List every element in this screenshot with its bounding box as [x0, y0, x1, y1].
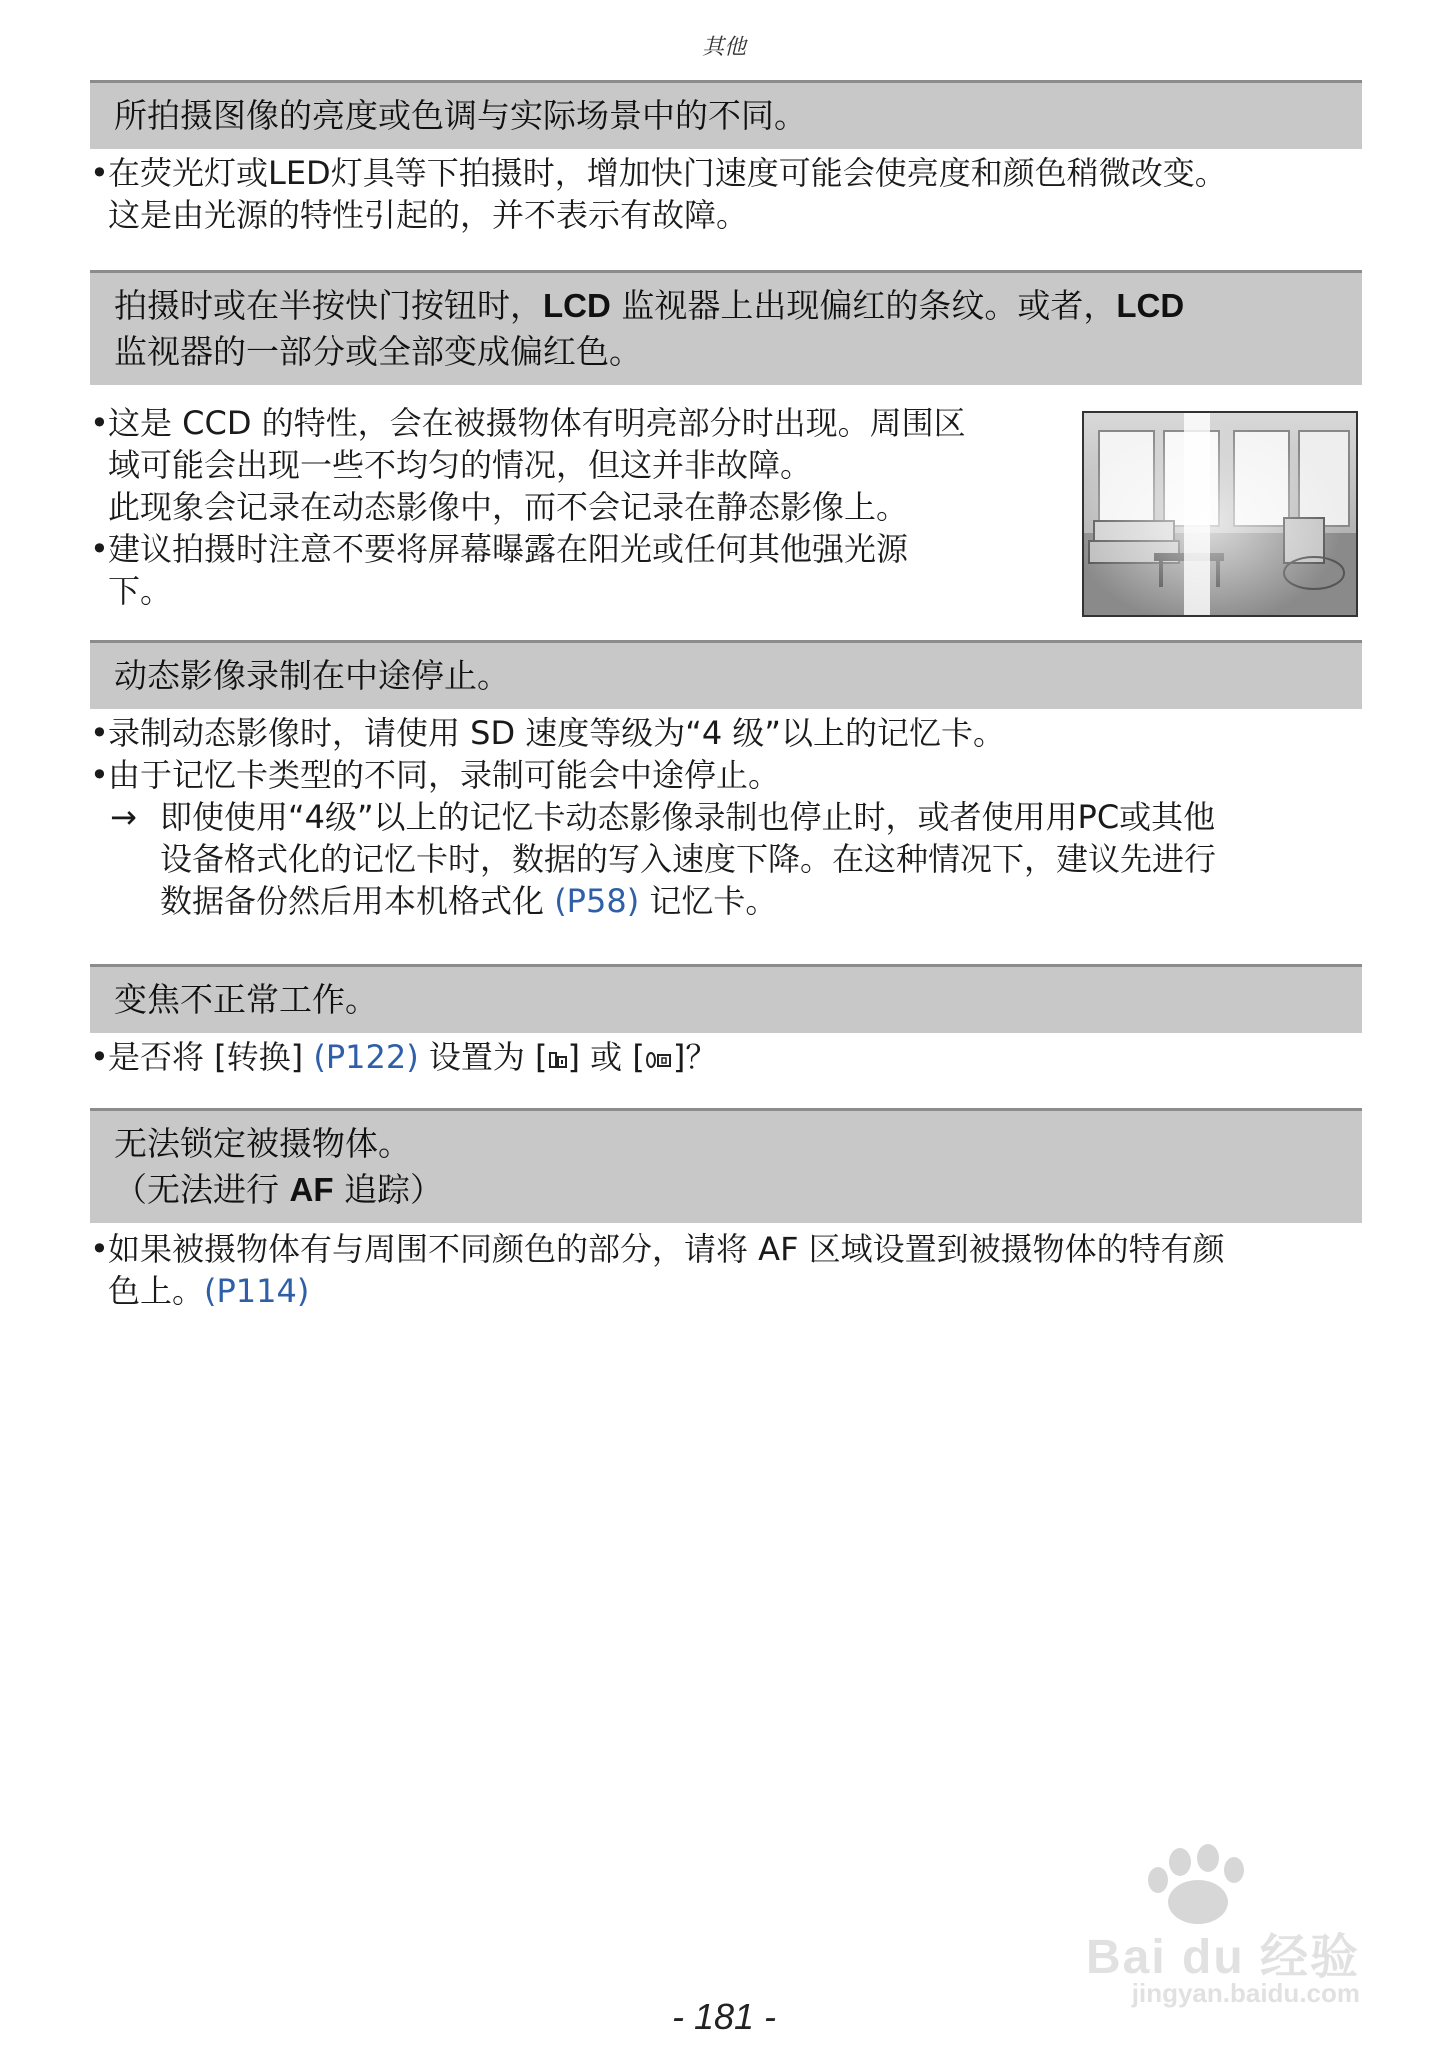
- body-line: 如果被摄物体有与周围不同颜色的部分，请将 AF 区域设置到被摄物体的特有颜: [108, 1230, 1225, 1268]
- section-title-line: 无法锁定被摄物体。: [114, 1124, 411, 1163]
- bullet-icon: •: [90, 1038, 109, 1076]
- list-item: [90, 754, 1216, 796]
- bullet-icon: •: [90, 404, 109, 442]
- arrow-right-icon: →: [110, 798, 137, 836]
- page-reference-link[interactable]: (P114): [204, 1272, 310, 1310]
- self-timer-continuous-icon: [645, 1039, 673, 1061]
- body-line: 此现象会记录在动态影像中，而不会记录在静态影像上。: [108, 488, 909, 526]
- self-timer-still-icon: [548, 1039, 568, 1061]
- body-line: 设备格式化的记忆卡时，数据的写入速度下降。在这种情况下，建议先进行: [160, 840, 1217, 878]
- section-title-zoom: [90, 964, 1362, 1033]
- section-title-text: 所拍摄图像的亮度或色调与实际场景中的不同。: [114, 96, 807, 135]
- body-line: 由于记忆卡类型的不同，录制可能会中途停止。: [108, 756, 781, 794]
- section-title-af-tracking: [90, 1108, 1362, 1223]
- body-text: 设置为 [: [418, 1038, 548, 1076]
- body-text: 数据备份然后用本机格式化: [160, 882, 555, 920]
- watermark-url: jingyan.baidu.com: [1131, 1978, 1360, 2008]
- section-body-brightness: [90, 152, 1227, 236]
- title-part: AF: [289, 1171, 334, 1208]
- section-body-video-stop: [90, 712, 1216, 922]
- body-line: [90, 1270, 1225, 1312]
- sub-item: [90, 796, 1216, 838]
- title-part: 监视器上出现偏红的条纹。或者，: [610, 286, 1117, 325]
- section-title-line: 监视器的一部分或全部变成偏红色。: [114, 332, 642, 371]
- section-title-text: 变焦不正常工作。: [114, 980, 378, 1019]
- title-part: （无法进行: [114, 1170, 290, 1209]
- section-body-zoom: [90, 1036, 717, 1078]
- list-item: [90, 712, 1216, 754]
- list-item: [90, 402, 966, 444]
- section-title-text: 动态影像录制在中途停止。: [114, 656, 510, 695]
- bullet-icon: •: [90, 1230, 109, 1268]
- bullet-icon: •: [90, 756, 109, 794]
- section-body-af-tracking: [90, 1228, 1225, 1312]
- list-item: [90, 1228, 1225, 1270]
- section-title-line: [114, 283, 1338, 329]
- page-reference-link[interactable]: (P122): [313, 1038, 419, 1076]
- body-text: 色上。: [108, 1272, 205, 1310]
- bullet-icon: •: [90, 714, 109, 752]
- body-line: 在荧光灯或LED灯具等下拍摄时，增加快门速度可能会使亮度和颜色稍微改变。: [108, 154, 1227, 192]
- page-reference-link[interactable]: (P58): [554, 882, 640, 920]
- section-title-video-stop: [90, 640, 1362, 709]
- section-title-line: [114, 1167, 1338, 1213]
- running-header: 其他: [701, 35, 746, 60]
- list-item: [90, 152, 1227, 194]
- body-line: 建议拍摄时注意不要将屏幕曝露在阳光或任何其他强光源: [108, 530, 909, 568]
- room-scene-illustration: [1084, 413, 1356, 615]
- bullet-icon: •: [90, 530, 109, 568]
- list-item: [90, 1036, 717, 1078]
- body-line: 这是 CCD 的特性，会在被摄物体有明亮部分时出现。周围区: [108, 404, 966, 442]
- smear-example-photo: [1082, 411, 1358, 617]
- body-line: 下。: [108, 572, 173, 610]
- body-text: 记忆卡。: [639, 882, 778, 920]
- title-part: LCD: [1116, 287, 1185, 324]
- body-line: 即使使用“4级”以上的记忆卡动态影像录制也停止时，或者使用用PC或其他: [160, 798, 1216, 836]
- body-text: 是否将 [转换]: [108, 1038, 314, 1076]
- body-line: 录制动态影像时，请使用 SD 速度等级为“4 级”以上的记忆卡。: [108, 714, 1005, 752]
- bullet-icon: •: [90, 154, 109, 192]
- title-part: LCD: [543, 287, 611, 324]
- section-body-lcd-red: [90, 402, 966, 612]
- baidu-jingyan-watermark: [1030, 1840, 1360, 2020]
- section-title-brightness: [90, 80, 1362, 149]
- body-line: [90, 880, 1216, 922]
- page-number: - 181 -: [671, 1996, 777, 2037]
- watermark-brand: Bai du 经验: [1085, 1931, 1360, 1984]
- body-line: 这是由光源的特性引起的，并不表示有故障。: [108, 196, 749, 234]
- body-line: 域可能会出现一些不均匀的情况，但这并非故障。: [108, 446, 813, 484]
- list-item: [90, 528, 966, 570]
- title-part: 拍摄时或在半按快门按钮时，: [114, 286, 543, 325]
- body-text: ]？: [672, 1038, 718, 1076]
- title-part: 追踪）: [333, 1170, 443, 1209]
- section-title-lcd-red: [90, 270, 1362, 385]
- body-text: ] 或 [: [567, 1038, 645, 1076]
